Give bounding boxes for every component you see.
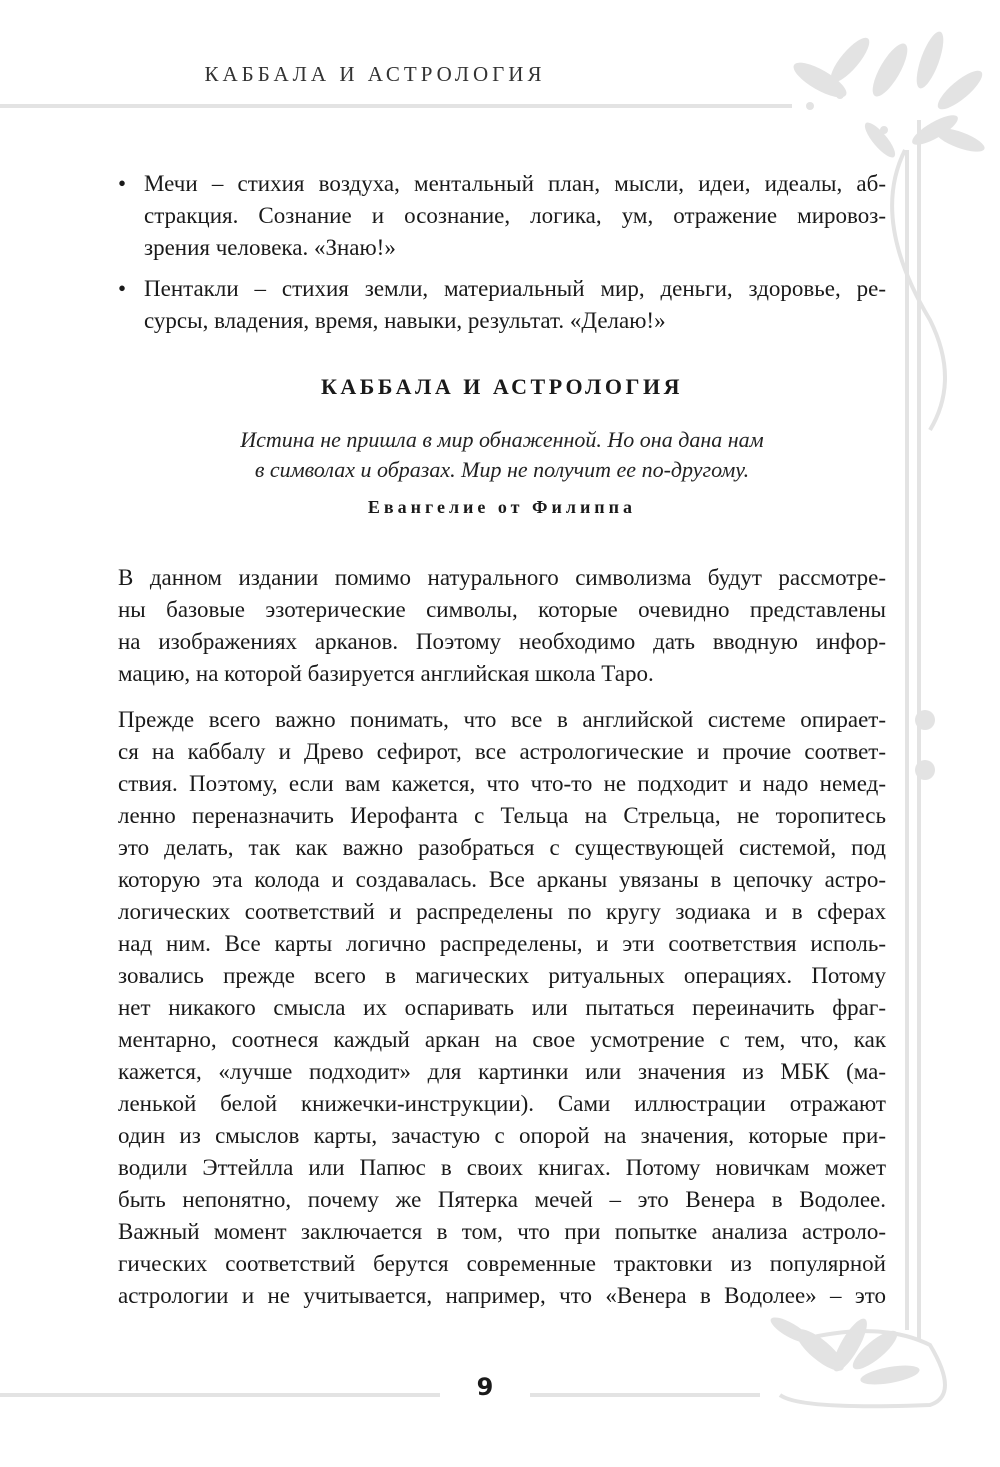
text-line: кажется, «лучше подходит» для картинки или значения из МБК (ма- (118, 1059, 886, 1084)
text-line: на изображениях арканов. Поэтому необходимо дать вводную инфор- (118, 629, 886, 654)
text-line: которую эта колода и создавалась. Все арканы увязаны в цепочку астро- (118, 867, 886, 892)
section-title: КАББАЛА И АСТРОЛОГИЯ (320, 374, 684, 399)
text-line: быть непонятно, почему же Пятерка мечей – это Венера в Водолее. (118, 1187, 886, 1212)
page-number: 9 (476, 1373, 494, 1401)
bullet-item-pentacles (144, 273, 886, 337)
text-line: над ним. Все карты логично распределены, и эти соответствия исполь- (118, 931, 886, 956)
text-line: ленно переназначить Иерофанта с Тельца на Стрельца, не торопитесь (118, 803, 886, 828)
bullet-marker: • (118, 171, 127, 196)
text-line: нет никакого смысла их оспаривать или пытаться переиначить фраг- (118, 995, 886, 1020)
epigraph-line: Истина не пришла в мир обнаженной. Но она дана нам (240, 427, 764, 452)
text-line: это делать, так как важно разобраться с существующей системой, под (118, 835, 886, 860)
text-line: Пентакли – стихия земли, материальный мир, деньги, здоровье, ре- (144, 276, 886, 301)
text-line: сурсы, владения, время, навыки, результат. «Делаю!» (144, 308, 666, 333)
text-line: астрологии и не учитывается, например, что «Венера в Водолее» – это (118, 1283, 886, 1308)
paragraph-1 (118, 562, 886, 690)
text-line: Важный момент заключается в том, что при попытке анализа астроло- (118, 1219, 886, 1244)
text-line: ленькой белой книжечки-инструкции). Сами иллюстрации отражают (118, 1091, 886, 1116)
text-line: ментарно, соотнеся каждый аркан на свое усмотрение с тем, что, как (118, 1027, 886, 1052)
text-line: гических соответствий берутся современные трактовки из популярной (118, 1251, 886, 1276)
text-line: логических соответствий и распределены по кругу зодиака и в сферах (118, 899, 886, 924)
paragraph-2 (118, 704, 886, 1312)
bullet-item-swords (144, 168, 886, 264)
text-line: один из смыслов карты, зачастую с опорой на значения, которые при- (118, 1123, 886, 1148)
text-line: ствия. Поэтому, если вам кажется, что что-то не подходит и надо немед- (118, 771, 886, 796)
text-line: ны базовые эзотерические символы, которые очевидно представлены (118, 597, 886, 622)
text-line: зовались прежде всего в магических ритуальных операциях. Потому (118, 963, 886, 988)
epigraph-line: в символах и образах. Мир не получит ее по-другому. (254, 457, 750, 482)
text-line: стракция. Сознание и осознание, логика, ум, отражение мировоз- (144, 203, 886, 228)
text-line: В данном издании помимо натурального символизма будут рассмотре- (118, 565, 886, 590)
text-line: ся на каббалу и Древо сефирот, все астрологические и прочие соответ- (118, 739, 886, 764)
text-line: зрения человека. «Знаю!» (144, 235, 396, 260)
text-line: Мечи – стихия воздуха, ментальный план, мысли, идеи, идеалы, аб- (144, 171, 886, 196)
epigraph (118, 425, 886, 485)
epigraph-source: Евангелие от Филиппа (367, 497, 637, 517)
bullet-marker: • (118, 276, 127, 301)
text-line: Прежде всего важно понимать, что все в английской системе опирает- (118, 707, 886, 732)
text-line: водили Эттейлла или Папюс в своих книгах. Потому новичкам может (118, 1155, 886, 1180)
running-head: КАББАЛА И АСТРОЛОГИЯ (204, 62, 546, 86)
text-line: мацию, на которой базируется английская школа Таро. (118, 661, 654, 686)
